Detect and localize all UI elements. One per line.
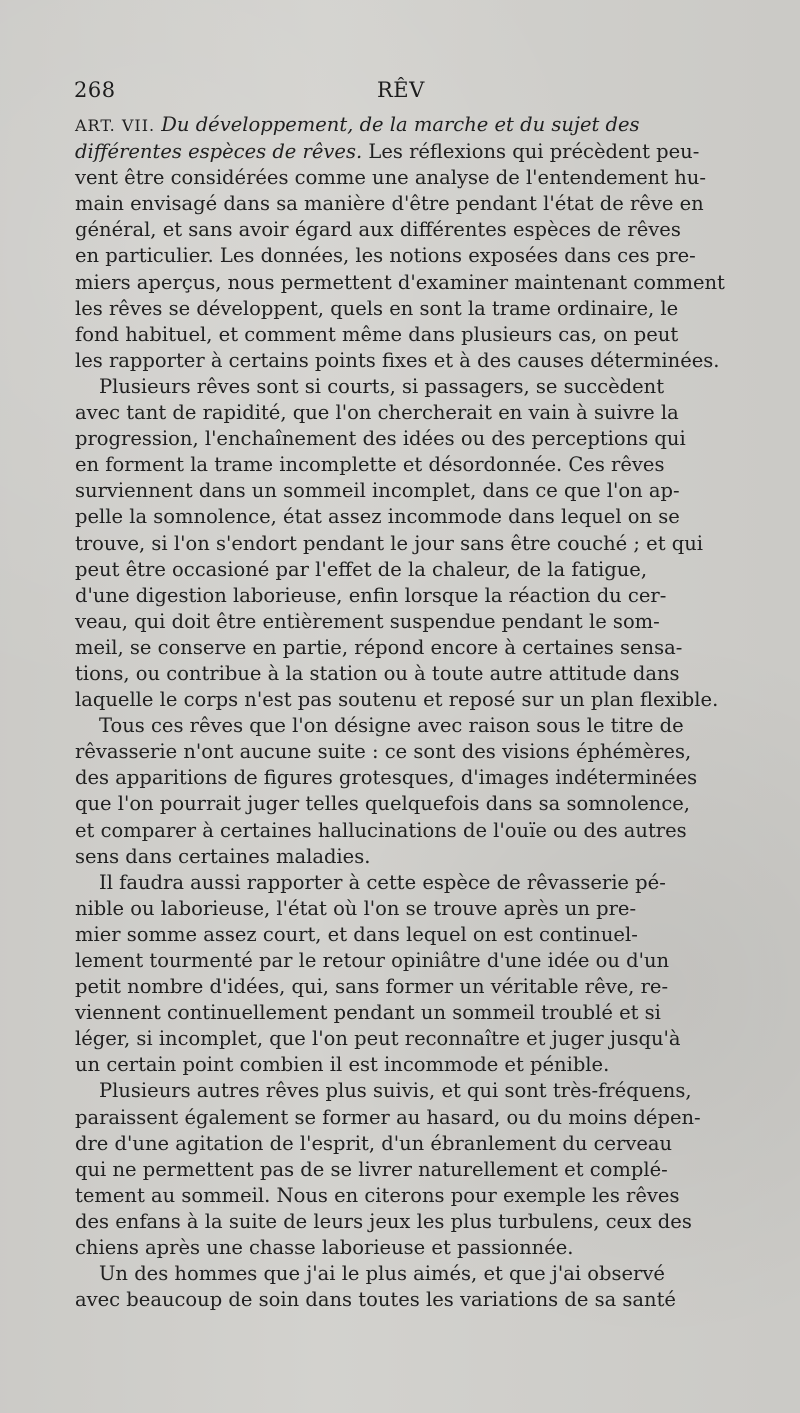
body-text: Les réflexions qui précèdent peu- (362, 140, 700, 164)
body-text: veau, qui doit être entièrement suspendue pendant le som- (75, 609, 660, 633)
text-line (75, 661, 772, 687)
text-line (75, 739, 772, 765)
page-header (74, 78, 766, 108)
text-line (75, 948, 772, 974)
text-line (75, 713, 772, 739)
body-text: des apparitions de figures grotesques, d'images indéterminées (75, 766, 698, 790)
text-line (75, 1052, 772, 1078)
body-text: avec tant de rapidité, que l'on chercherait en vain à suivre la (75, 401, 679, 425)
body-text: meil, se conserve en partie, répond encore à certaines sensa- (75, 635, 683, 659)
body-text: tement au sommeil. Nous en citerons pour exemple les rêves (75, 1183, 680, 1207)
text-line (75, 635, 772, 661)
text-line (75, 374, 772, 400)
text-line (75, 1026, 772, 1052)
body-text: petit nombre d'idées, qui, sans former un véritable rêve, re- (75, 975, 669, 999)
body-text: les rapporter à certains points fixes et à des causes déterminées. (75, 348, 720, 372)
body-text: et comparer à certaines hallucinations de l'ouïe ou des autres (75, 818, 687, 842)
running-head: RÊV (377, 78, 425, 102)
text-line (75, 1157, 772, 1183)
body-text: chiens après une chasse laborieuse et passionnée. (75, 1236, 574, 1260)
page-number: 268 (74, 78, 116, 102)
body-text: les rêves se développent, quels en sont la trame ordinaire, le (75, 296, 679, 320)
text-line (75, 1235, 772, 1261)
body-text: d'une digestion laborieuse, enfin lorsque la réaction du cer- (75, 583, 667, 607)
body-text: progression, l'enchaînement des idées ou des perceptions qui (75, 427, 686, 451)
text-line (75, 452, 772, 478)
text-line (75, 922, 772, 948)
body-text: lement tourmenté par le retour opiniâtre d'une idée ou d'un (75, 949, 670, 972)
body-text: laquelle le corps n'est pas soutenu et reposé sur un plan flexible. (75, 688, 719, 712)
body-text: nible ou laborieuse, l'état où l'on se trouve après un pre- (75, 896, 637, 920)
text-line (75, 1078, 772, 1104)
body-text: vent être considérées comme une analyse de l'entendement hu- (75, 166, 706, 190)
text-line (75, 531, 772, 557)
text-line (75, 348, 772, 374)
text-line (75, 504, 772, 530)
body-text: main envisagé dans sa manière d'être pendant l'état de rêve en (75, 192, 704, 216)
body-text: en particulier. Les données, les notions exposées dans ces pre- (75, 244, 696, 268)
text-line (75, 1183, 772, 1209)
text-line (75, 112, 772, 139)
body-text: fond habituel, et comment même dans plusieurs cas, on peut (75, 322, 679, 346)
text-line (75, 791, 772, 817)
body-text: des enfans à la suite de leurs jeux les plus turbulens, ceux des (75, 1209, 692, 1233)
text-line (75, 322, 772, 348)
text-line (75, 1105, 772, 1131)
text-line (75, 974, 772, 1000)
body-text: sens dans certaines maladies. (75, 844, 371, 868)
text-line (75, 557, 772, 583)
body-text: Un des hommes que j'ai le plus aimés, et que j'ai observé (99, 1262, 665, 1286)
text-line (75, 1131, 772, 1157)
text-line (75, 1287, 772, 1313)
body-text: mier somme assez court, et dans lequel on est continuel- (75, 922, 638, 946)
text-line (75, 243, 772, 269)
text-line (75, 217, 772, 243)
body-text: que l'on pourrait juger telles quelquefois dans sa somnolence, (75, 792, 690, 816)
text-line (75, 478, 772, 504)
text-line (75, 583, 772, 609)
text-line (75, 844, 772, 870)
text-line (75, 609, 772, 635)
text-line (75, 296, 772, 322)
article-title: différentes espèces de rêves. (75, 140, 363, 164)
article-number: ART. VII. (75, 116, 156, 135)
body-text: surviennent dans un sommeil incomplet, dans ce que l'on ap- (75, 479, 680, 503)
body-text: trouve, si l'on s'endort pendant le jour sans être couché ; et qui (75, 531, 704, 555)
text-line (75, 765, 772, 791)
body-text: dre d'une agitation de l'esprit, d'un ébranlement du cerveau (75, 1131, 673, 1155)
body-text: Plusieurs autres rêves plus suivis, et qui sont très-fréquens, (99, 1079, 692, 1103)
text-line (75, 687, 772, 713)
body-text: léger, si incomplet, que l'on peut reconnaître et juger jusqu'à (75, 1027, 681, 1051)
body-text: pelle la somnolence, état assez incommode dans lequel on se (75, 505, 680, 529)
text-line (75, 1261, 772, 1287)
body-text: viennent continuellement pendant un sommeil troublé et si (75, 1001, 661, 1025)
text-line (75, 1209, 772, 1235)
text-line (75, 818, 772, 844)
body-text: miers aperçus, nous permettent d'examiner maintenant comment (75, 270, 725, 294)
text-line (75, 896, 772, 922)
body-text: tions, ou contribue à la station ou à toute autre attitude dans (75, 661, 680, 685)
body-text: qui ne permettent pas de se livrer naturellement et complé- (75, 1157, 668, 1181)
body-text: un certain point combien il est incommode et pénible. (75, 1053, 610, 1077)
body-text: Plusieurs rêves sont si courts, si passagers, se succèdent (99, 374, 665, 398)
article-text (75, 112, 772, 1313)
body-text: avec beaucoup de soin dans toutes les variations de sa santé (75, 1288, 676, 1312)
text-line (75, 870, 772, 896)
body-text: général, et sans avoir égard aux différentes espèces de rêves (75, 218, 681, 242)
text-line (75, 1000, 772, 1026)
text-line (75, 139, 772, 165)
text-line (75, 165, 772, 191)
body-text: Il faudra aussi rapporter à cette espèce de rêvasserie pé- (99, 870, 666, 894)
article-title: Du développement, de la marche et du sujet des (161, 113, 640, 136)
text-line (75, 426, 772, 452)
body-text: paraissent également se former au hasard, ou du moins dépen- (75, 1105, 701, 1129)
body-text: rêvasserie n'ont aucune suite : ce sont des visions éphémères, (75, 740, 692, 764)
text-line (75, 191, 772, 217)
body-text: peut être occasioné par l'effet de la chaleur, de la fatigue, (75, 557, 648, 581)
body-text: en forment la trame incomplette et désordonnée. Ces rêves (75, 453, 665, 477)
text-line (75, 400, 772, 426)
text-line (75, 270, 772, 296)
body-text: Tous ces rêves que l'on désigne avec raison sous le titre de (99, 714, 684, 738)
